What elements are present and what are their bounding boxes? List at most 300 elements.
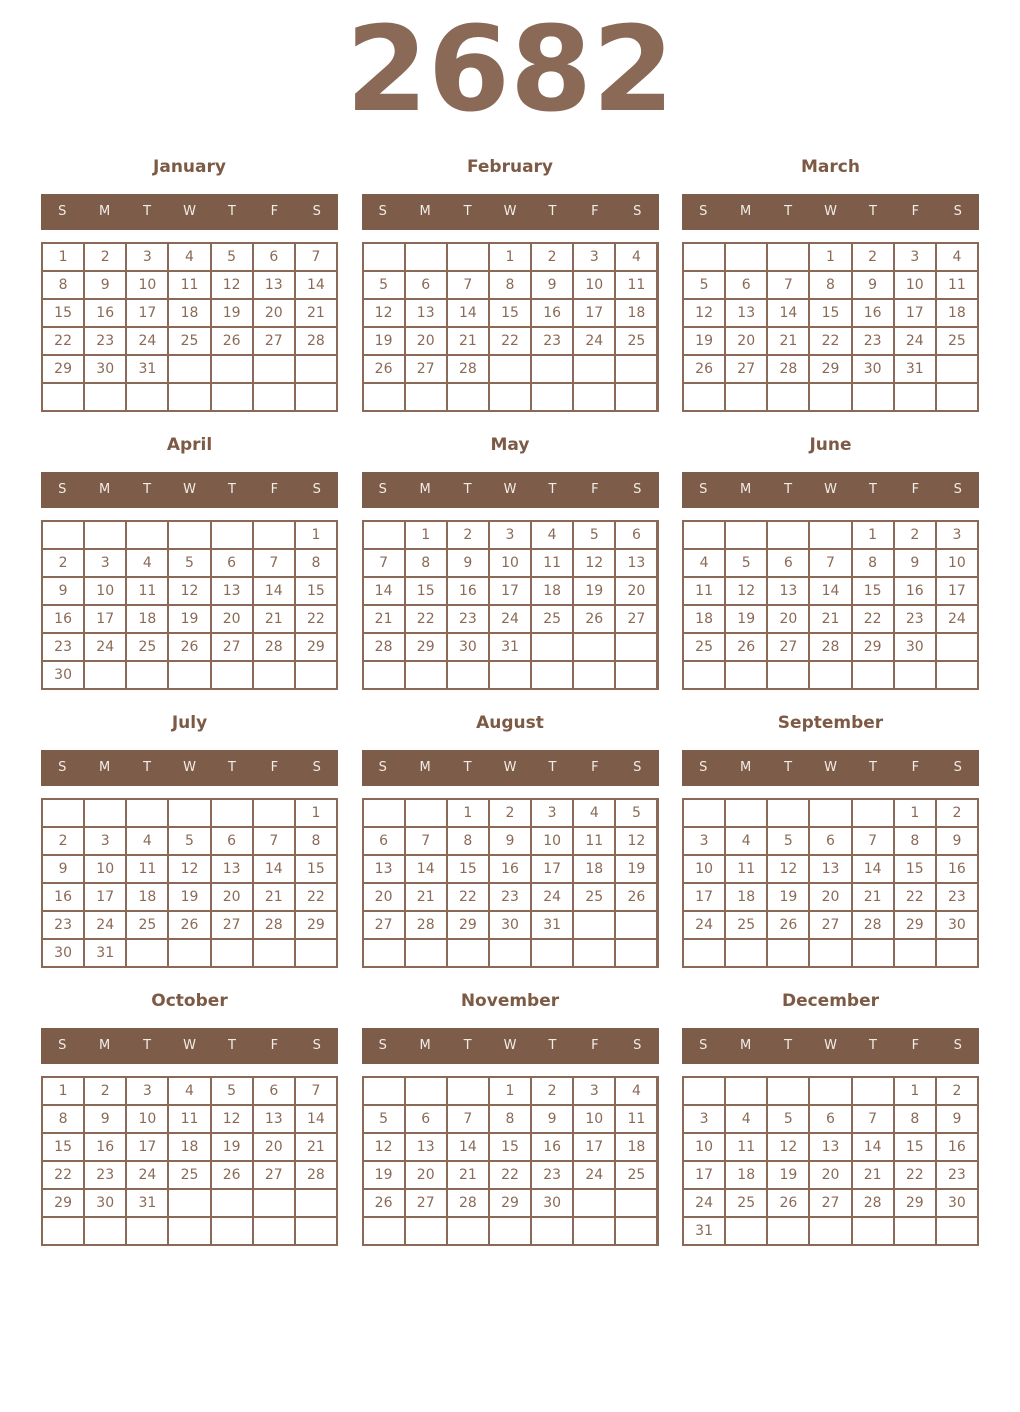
weekday-label: S	[953, 760, 962, 776]
weekday-label: F	[270, 482, 279, 498]
day-cell: 31	[684, 1218, 724, 1244]
day-cell: 17	[895, 300, 935, 326]
day-grid	[362, 798, 659, 968]
day-cell: 12	[768, 1134, 808, 1160]
day-cell: 21	[296, 1134, 336, 1160]
day-cell: 23	[532, 1162, 572, 1188]
empty-day-cell	[768, 800, 808, 826]
empty-day-cell	[853, 1078, 893, 1104]
weekday-label: S	[699, 204, 708, 220]
day-cell: 2	[85, 244, 125, 270]
empty-day-cell	[212, 384, 252, 410]
day-cell: 10	[85, 578, 125, 604]
day-cell: 3	[127, 244, 167, 270]
day-cell: 16	[937, 1134, 977, 1160]
month-title: June	[809, 434, 852, 455]
weekday-label: W	[183, 204, 196, 220]
day-cell: 23	[853, 328, 893, 354]
day-cell: 20	[254, 1134, 294, 1160]
day-cell: 14	[296, 1106, 336, 1132]
day-cell: 3	[574, 244, 614, 270]
weekday-label: T	[868, 204, 877, 220]
month-title: November	[460, 990, 560, 1011]
day-cell: 2	[448, 522, 488, 548]
day-cell: 13	[364, 856, 404, 882]
day-cell: 8	[296, 550, 336, 576]
day-cell: 8	[448, 828, 488, 854]
day-cell: 17	[127, 1134, 167, 1160]
weekday-label: W	[824, 1038, 837, 1054]
day-cell: 4	[532, 522, 572, 548]
day-cell: 30	[85, 1190, 125, 1216]
day-cell: 9	[853, 272, 893, 298]
day-cell: 1	[490, 1078, 530, 1104]
empty-day-cell	[768, 384, 808, 410]
weekday-label: F	[591, 482, 599, 498]
day-cell: 25	[574, 884, 614, 910]
empty-day-cell	[684, 662, 724, 688]
month-card	[682, 432, 979, 690]
day-cell: 14	[448, 300, 488, 326]
day-cell: 28	[296, 1162, 336, 1188]
day-cell: 13	[254, 272, 294, 298]
day-cell: 11	[532, 550, 572, 576]
empty-day-cell	[254, 1190, 294, 1216]
day-cell: 6	[768, 550, 808, 576]
weekday-label: T	[143, 1038, 152, 1054]
empty-day-cell	[169, 940, 209, 966]
empty-day-cell	[810, 384, 850, 410]
day-cell: 17	[937, 578, 977, 604]
day-cell: 29	[296, 634, 336, 660]
day-cell: 4	[684, 550, 724, 576]
empty-day-cell	[574, 940, 614, 966]
weekday-label: S	[312, 482, 321, 498]
empty-day-cell	[490, 940, 530, 966]
weekday-label: S	[378, 204, 387, 220]
day-cell: 8	[853, 550, 893, 576]
day-cell: 12	[364, 1134, 404, 1160]
day-cell: 4	[169, 1078, 209, 1104]
weekday-label: T	[868, 760, 877, 776]
weekday-label: T	[143, 204, 152, 220]
empty-day-cell	[616, 662, 656, 688]
day-grid	[362, 242, 659, 412]
weekday-label: T	[548, 760, 557, 776]
day-cell: 10	[684, 1134, 724, 1160]
empty-day-cell	[212, 800, 252, 826]
day-cell: 5	[726, 550, 766, 576]
day-cell: 3	[85, 550, 125, 576]
day-cell: 27	[726, 356, 766, 382]
day-cell: 26	[684, 356, 724, 382]
empty-day-cell	[937, 1218, 977, 1244]
day-cell: 21	[254, 606, 294, 632]
day-cell: 25	[937, 328, 977, 354]
day-cell: 22	[810, 328, 850, 354]
day-cell: 26	[212, 1162, 252, 1188]
weekday-label: F	[911, 1038, 920, 1054]
day-grid	[362, 520, 659, 690]
weekday-label: S	[378, 482, 387, 498]
empty-day-cell	[406, 244, 446, 270]
month-card	[682, 988, 979, 1246]
day-cell: 28	[853, 912, 893, 938]
day-cell: 22	[895, 884, 935, 910]
empty-day-cell	[810, 662, 850, 688]
empty-day-cell	[43, 1218, 83, 1244]
day-cell: 10	[85, 856, 125, 882]
day-cell: 17	[684, 884, 724, 910]
day-cell: 26	[768, 912, 808, 938]
day-cell: 26	[364, 356, 404, 382]
day-cell: 20	[406, 328, 446, 354]
year-title: 2682	[345, 0, 675, 138]
day-cell: 24	[684, 912, 724, 938]
empty-day-cell	[364, 1218, 404, 1244]
empty-day-cell	[364, 1078, 404, 1104]
weekday-label: F	[911, 482, 920, 498]
weekday-label: M	[740, 1038, 752, 1054]
day-cell: 19	[212, 300, 252, 326]
day-cell: 14	[768, 300, 808, 326]
day-cell: 13	[212, 856, 252, 882]
day-cell: 14	[364, 578, 404, 604]
weekday-header-bar	[41, 472, 338, 508]
month-title: February	[466, 156, 554, 177]
day-cell: 27	[810, 1190, 850, 1216]
day-cell: 4	[616, 244, 656, 270]
day-cell: 27	[254, 1162, 294, 1188]
day-cell: 28	[853, 1190, 893, 1216]
empty-day-cell	[490, 1218, 530, 1244]
empty-day-cell	[684, 384, 724, 410]
day-cell: 5	[684, 272, 724, 298]
day-cell: 20	[726, 328, 766, 354]
empty-day-cell	[296, 1190, 336, 1216]
day-cell: 26	[169, 634, 209, 660]
day-cell: 3	[684, 1106, 724, 1132]
empty-day-cell	[364, 384, 404, 410]
day-cell: 20	[406, 1162, 446, 1188]
empty-day-cell	[895, 1218, 935, 1244]
day-cell: 21	[448, 1162, 488, 1188]
day-cell: 2	[853, 244, 893, 270]
day-cell: 26	[616, 884, 656, 910]
weekday-label: T	[548, 482, 557, 498]
empty-day-cell	[490, 662, 530, 688]
day-cell: 13	[810, 1134, 850, 1160]
empty-day-cell	[768, 244, 808, 270]
day-cell: 1	[810, 244, 850, 270]
empty-day-cell	[85, 384, 125, 410]
day-cell: 15	[490, 1134, 530, 1160]
empty-day-cell	[85, 1218, 125, 1244]
day-cell: 29	[853, 634, 893, 660]
weekday-label: W	[824, 760, 837, 776]
day-cell: 6	[406, 272, 446, 298]
empty-day-cell	[574, 634, 614, 660]
day-cell: 9	[43, 578, 83, 604]
empty-day-cell	[616, 940, 656, 966]
day-cell: 25	[684, 634, 724, 660]
day-cell: 18	[169, 1134, 209, 1160]
empty-day-cell	[296, 356, 336, 382]
day-cell: 25	[532, 606, 572, 632]
day-cell: 31	[127, 356, 167, 382]
day-cell: 30	[937, 1190, 977, 1216]
day-cell: 30	[532, 1190, 572, 1216]
day-cell: 6	[364, 828, 404, 854]
empty-day-cell	[895, 384, 935, 410]
empty-day-cell	[616, 356, 656, 382]
day-cell: 10	[895, 272, 935, 298]
day-cell: 9	[490, 828, 530, 854]
day-cell: 28	[406, 912, 446, 938]
day-cell: 8	[296, 828, 336, 854]
day-cell: 22	[43, 1162, 83, 1188]
day-cell: 14	[254, 578, 294, 604]
day-cell: 27	[212, 634, 252, 660]
empty-day-cell	[406, 940, 446, 966]
day-cell: 31	[85, 940, 125, 966]
day-cell: 8	[43, 272, 83, 298]
day-cell: 27	[212, 912, 252, 938]
day-cell: 6	[212, 828, 252, 854]
empty-day-cell	[169, 356, 209, 382]
day-cell: 4	[574, 800, 614, 826]
empty-day-cell	[127, 1218, 167, 1244]
day-cell: 5	[768, 1106, 808, 1132]
day-cell: 6	[616, 522, 656, 548]
day-cell: 10	[937, 550, 977, 576]
day-cell: 11	[726, 1134, 766, 1160]
day-cell: 16	[85, 1134, 125, 1160]
weekday-label: T	[548, 204, 557, 220]
weekday-label: M	[419, 204, 431, 220]
month-card	[41, 710, 338, 968]
day-cell: 31	[895, 356, 935, 382]
empty-day-cell	[574, 1218, 614, 1244]
day-cell: 13	[726, 300, 766, 326]
empty-day-cell	[574, 662, 614, 688]
day-cell: 21	[254, 884, 294, 910]
empty-day-cell	[853, 800, 893, 826]
weekday-label: S	[633, 760, 642, 776]
empty-day-cell	[127, 522, 167, 548]
weekday-label: T	[227, 204, 236, 220]
weekday-label: S	[953, 482, 962, 498]
day-cell: 18	[726, 1162, 766, 1188]
day-cell: 8	[490, 1106, 530, 1132]
weekday-label: M	[740, 760, 752, 776]
weekday-header-bar	[682, 750, 979, 786]
day-cell: 19	[169, 884, 209, 910]
day-cell: 17	[127, 300, 167, 326]
weekday-label: M	[99, 204, 111, 220]
day-cell: 16	[43, 884, 83, 910]
empty-day-cell	[853, 940, 893, 966]
empty-day-cell	[616, 1190, 656, 1216]
weekday-label: F	[270, 1038, 279, 1054]
day-cell: 29	[296, 912, 336, 938]
day-cell: 23	[448, 606, 488, 632]
weekday-label: S	[699, 1038, 708, 1054]
day-cell: 24	[127, 1162, 167, 1188]
day-cell: 22	[490, 328, 530, 354]
weekday-label: F	[911, 204, 920, 220]
day-cell: 5	[212, 244, 252, 270]
day-cell: 1	[296, 522, 336, 548]
day-cell: 21	[853, 1162, 893, 1188]
day-grid	[362, 1076, 659, 1246]
day-cell: 30	[853, 356, 893, 382]
day-cell: 3	[684, 828, 724, 854]
day-cell: 21	[810, 606, 850, 632]
day-cell: 7	[768, 272, 808, 298]
day-cell: 11	[616, 1106, 656, 1132]
day-cell: 20	[212, 884, 252, 910]
day-cell: 29	[448, 912, 488, 938]
day-cell: 30	[937, 912, 977, 938]
empty-day-cell	[296, 662, 336, 688]
day-cell: 12	[768, 856, 808, 882]
day-cell: 9	[85, 1106, 125, 1132]
weekday-label: F	[591, 1038, 599, 1054]
day-cell: 13	[406, 1134, 446, 1160]
day-cell: 28	[448, 356, 488, 382]
day-cell: 28	[448, 1190, 488, 1216]
day-cell: 29	[406, 634, 446, 660]
day-cell: 12	[684, 300, 724, 326]
day-cell: 18	[616, 1134, 656, 1160]
day-cell: 2	[532, 244, 572, 270]
empty-day-cell	[768, 940, 808, 966]
day-cell: 20	[810, 884, 850, 910]
empty-day-cell	[726, 522, 766, 548]
month-title: January	[153, 156, 226, 177]
day-cell: 24	[684, 1190, 724, 1216]
month-card	[362, 710, 659, 968]
empty-day-cell	[684, 800, 724, 826]
day-cell: 19	[574, 578, 614, 604]
weekday-label: F	[270, 204, 279, 220]
day-grid	[41, 520, 338, 690]
day-cell: 25	[127, 912, 167, 938]
day-cell: 4	[127, 828, 167, 854]
weekday-header-bar	[41, 194, 338, 230]
day-cell: 6	[810, 1106, 850, 1132]
empty-day-cell	[85, 522, 125, 548]
day-cell: 30	[43, 940, 83, 966]
empty-day-cell	[448, 244, 488, 270]
day-cell: 4	[616, 1078, 656, 1104]
day-cell: 26	[768, 1190, 808, 1216]
month-title: October	[151, 990, 228, 1011]
day-cell: 27	[768, 634, 808, 660]
weekday-label: S	[378, 760, 387, 776]
day-cell: 3	[490, 522, 530, 548]
empty-day-cell	[810, 1078, 850, 1104]
day-cell: 22	[296, 606, 336, 632]
weekday-label: S	[953, 1038, 962, 1054]
day-cell: 29	[810, 356, 850, 382]
empty-day-cell	[406, 384, 446, 410]
day-cell: 19	[616, 856, 656, 882]
empty-day-cell	[296, 384, 336, 410]
weekday-header-bar	[41, 1028, 338, 1064]
empty-day-cell	[532, 384, 572, 410]
day-cell: 30	[85, 356, 125, 382]
day-cell: 10	[127, 272, 167, 298]
day-cell: 29	[895, 912, 935, 938]
day-cell: 24	[490, 606, 530, 632]
weekday-label: M	[419, 482, 431, 498]
day-cell: 16	[43, 606, 83, 632]
empty-day-cell	[616, 912, 656, 938]
empty-day-cell	[127, 384, 167, 410]
day-cell: 6	[254, 1078, 294, 1104]
day-cell: 26	[169, 912, 209, 938]
day-cell: 22	[895, 1162, 935, 1188]
day-cell: 14	[254, 856, 294, 882]
day-cell: 21	[406, 884, 446, 910]
day-cell: 21	[768, 328, 808, 354]
weekday-header-bar	[682, 472, 979, 508]
weekday-label: T	[463, 760, 472, 776]
empty-day-cell	[448, 940, 488, 966]
empty-day-cell	[853, 662, 893, 688]
weekday-label: M	[99, 482, 111, 498]
day-cell: 13	[212, 578, 252, 604]
day-cell: 15	[853, 578, 893, 604]
weekday-label: S	[58, 204, 67, 220]
day-cell: 31	[490, 634, 530, 660]
day-cell: 9	[85, 272, 125, 298]
day-cell: 17	[574, 1134, 614, 1160]
empty-day-cell	[726, 244, 766, 270]
empty-day-cell	[169, 522, 209, 548]
day-cell: 10	[490, 550, 530, 576]
empty-day-cell	[212, 1190, 252, 1216]
day-cell: 5	[212, 1078, 252, 1104]
day-cell: 3	[127, 1078, 167, 1104]
empty-day-cell	[768, 1218, 808, 1244]
weekday-label: F	[591, 760, 599, 776]
weekday-label: S	[312, 1038, 321, 1054]
day-cell: 20	[212, 606, 252, 632]
empty-day-cell	[254, 384, 294, 410]
empty-day-cell	[532, 356, 572, 382]
weekday-label: W	[503, 204, 517, 220]
empty-day-cell	[616, 384, 656, 410]
day-cell: 30	[43, 662, 83, 688]
empty-day-cell	[364, 522, 404, 548]
day-cell: 16	[895, 578, 935, 604]
day-cell: 11	[684, 578, 724, 604]
empty-day-cell	[169, 1218, 209, 1244]
day-cell: 14	[296, 272, 336, 298]
month-card	[362, 988, 659, 1246]
day-cell: 15	[406, 578, 446, 604]
weekday-label: T	[227, 482, 236, 498]
weekday-label: T	[463, 204, 472, 220]
day-cell: 29	[490, 1190, 530, 1216]
day-cell: 5	[364, 1106, 404, 1132]
day-cell: 23	[895, 606, 935, 632]
empty-day-cell	[169, 1190, 209, 1216]
weekday-label: T	[784, 1038, 793, 1054]
